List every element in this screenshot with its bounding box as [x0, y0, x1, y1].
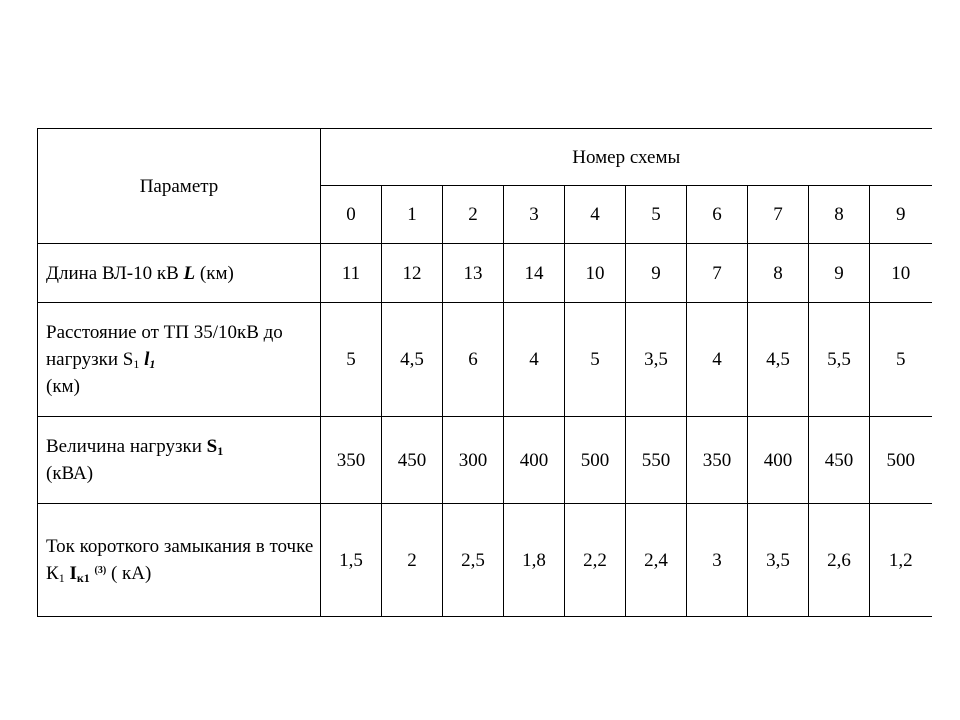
table-cell: 3,5: [626, 303, 687, 417]
scheme-number-header: 3: [504, 186, 565, 244]
table-cell: 350: [321, 417, 382, 504]
table-cell: 6: [443, 303, 504, 417]
table-cell: 13: [443, 244, 504, 303]
table-cell: 4: [504, 303, 565, 417]
table-cell: 2,2: [565, 504, 626, 617]
param-column-header: Параметр: [38, 129, 321, 244]
scheme-number-header: 0: [321, 186, 382, 244]
scheme-number-header: 9: [870, 186, 932, 244]
table-cell: 5: [565, 303, 626, 417]
table-cell: 350: [687, 417, 748, 504]
scheme-number-group-header: Номер схемы: [321, 129, 932, 186]
table-cell: 2: [382, 504, 443, 617]
scheme-parameters-table: [37, 128, 932, 617]
table-cell: 14: [504, 244, 565, 303]
table-row: [38, 303, 932, 417]
table-cell: 7: [687, 244, 748, 303]
table-cell: 1,8: [504, 504, 565, 617]
scheme-number-header: 1: [382, 186, 443, 244]
table-row: [38, 244, 932, 303]
table-cell: 10: [565, 244, 626, 303]
row-label-line-length: Длина ВЛ-10 кВ L (км): [38, 244, 321, 303]
table-cell: 500: [565, 417, 626, 504]
table-cell: 2,5: [443, 504, 504, 617]
scheme-number-header: 6: [687, 186, 748, 244]
table-cell: 450: [382, 417, 443, 504]
table-cell: 450: [809, 417, 870, 504]
scheme-number-header: 7: [748, 186, 809, 244]
table-cell: 11: [321, 244, 382, 303]
table-cell: 9: [626, 244, 687, 303]
row-label-short-circuit: Ток короткого замыкания в точке $К_1$ $I_{к1}$ $^{(3)}$ ( кА): [38, 504, 321, 617]
table-cell: 12: [382, 244, 443, 303]
row-label-load: Величина нагрузки $S_1$ (кВА): [38, 417, 321, 504]
table-cell: 10: [870, 244, 932, 303]
table-row: [38, 417, 932, 504]
table-cell: 3,5: [748, 504, 809, 617]
table-cell: 400: [504, 417, 565, 504]
table-cell: 300: [443, 417, 504, 504]
table-cell: 5: [870, 303, 932, 417]
table-cell: 4,5: [748, 303, 809, 417]
table-cell: 500: [870, 417, 932, 504]
table-cell: 4,5: [382, 303, 443, 417]
table-cell: 2,4: [626, 504, 687, 617]
row-label-distance: Расстояние от ТП 35/10кВ до нагрузки $S_1$ $l_1$ (км): [38, 303, 321, 417]
table-cell: 5: [321, 303, 382, 417]
table-cell: 5,5: [809, 303, 870, 417]
table-cell: 9: [809, 244, 870, 303]
scheme-number-header: 5: [626, 186, 687, 244]
scheme-number-header: 4: [565, 186, 626, 244]
table-row: [38, 504, 932, 617]
scheme-number-header: 8: [809, 186, 870, 244]
table-cell: 2,6: [809, 504, 870, 617]
table-cell: 4: [687, 303, 748, 417]
table-cell: 3: [687, 504, 748, 617]
table-cell: 8: [748, 244, 809, 303]
table-cell: 400: [748, 417, 809, 504]
table-cell: 1,5: [321, 504, 382, 617]
scheme-number-header: 2: [443, 186, 504, 244]
table-cell: 550: [626, 417, 687, 504]
table-cell: 1,2: [870, 504, 932, 617]
